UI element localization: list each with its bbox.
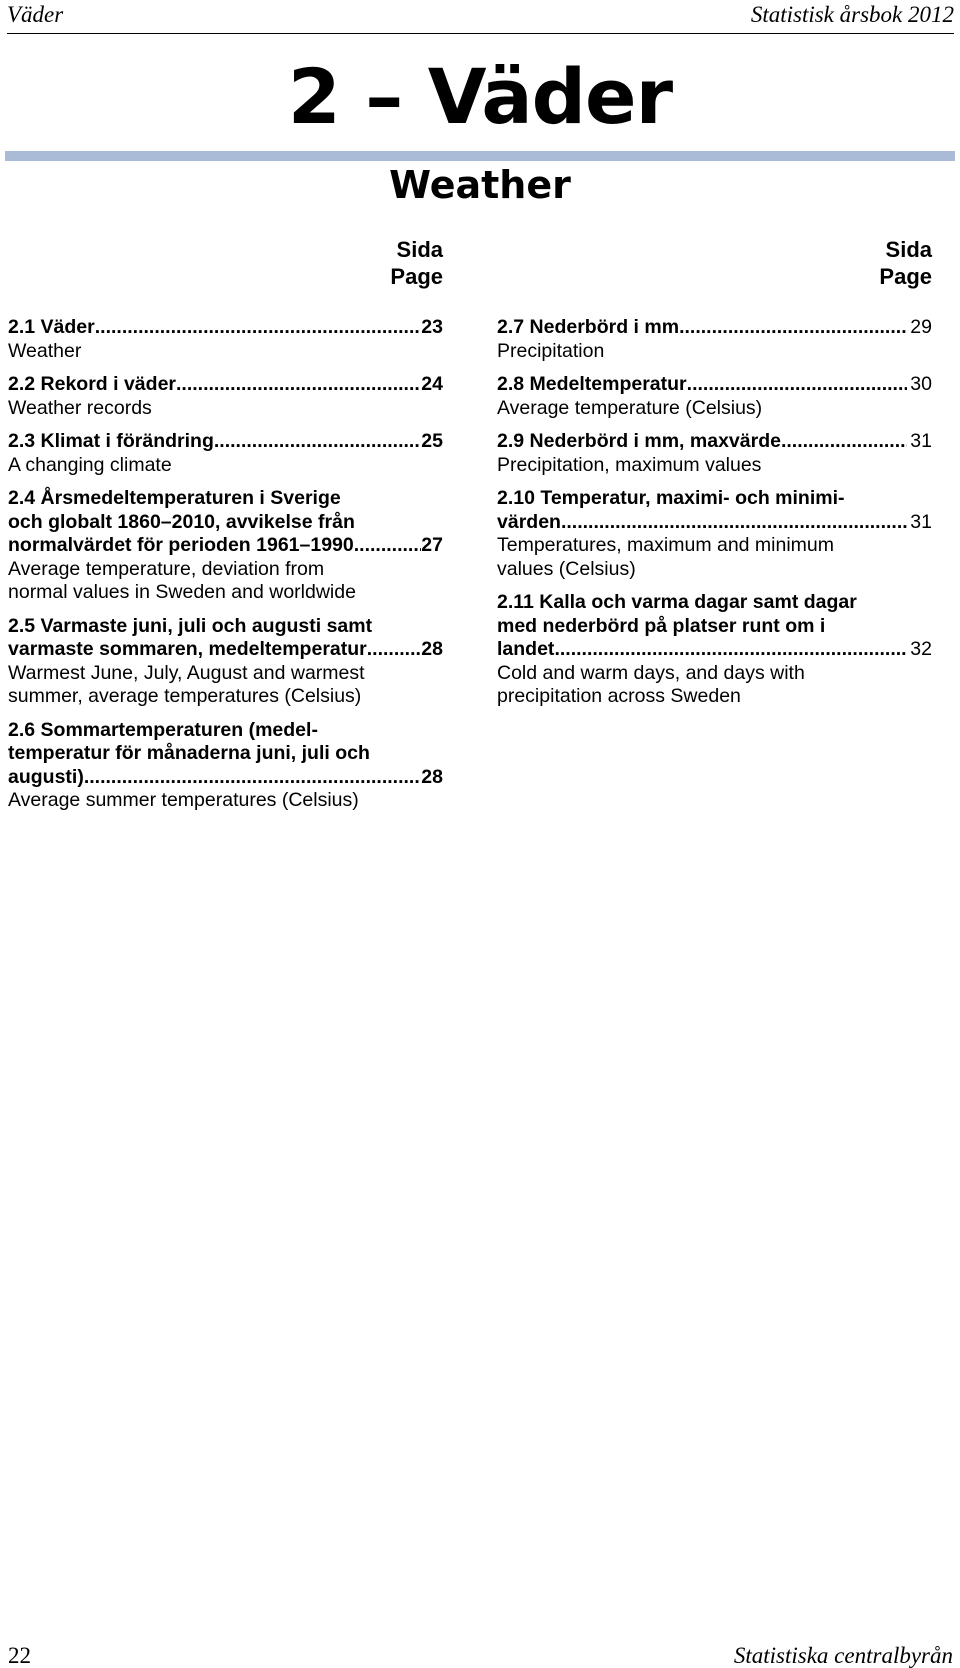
- dot-leader: [679, 316, 907, 340]
- toc-left-column: [8, 316, 443, 823]
- running-header: [7, 0, 954, 34]
- dot-leader: [84, 766, 421, 790]
- toc-entry-leader-line: [8, 534, 443, 558]
- toc-entry[interactable]: [497, 430, 932, 477]
- toc-entry-title: 2.8 Medeltemperatur: [497, 373, 687, 395]
- toc-entry-english-title: Weather records: [8, 396, 152, 419]
- toc-entry-english-title: Precipitation, maximum values: [497, 453, 762, 476]
- toc-entry-leader-line: [497, 511, 932, 535]
- toc-entry-english-title: summer, average temperatures (Celsius): [8, 685, 362, 707]
- toc-entry-title-line: 2.4 Årsmedeltemperaturen i Sverige: [8, 487, 341, 509]
- toc-entry-title: värden: [497, 510, 561, 533]
- dot-leader: [214, 430, 421, 454]
- page-label-sv: Sida: [396, 237, 443, 262]
- toc-entry-english-title: A changing climate: [8, 453, 172, 476]
- page-label-en: Page: [879, 264, 932, 289]
- toc-entry-page-number: 25: [421, 430, 443, 452]
- toc-entry[interactable]: [497, 487, 932, 581]
- toc-entry-english-title: Average temperature, deviation from: [8, 557, 325, 580]
- toc-entry-leader-line: [497, 430, 932, 454]
- header-publication-title: Statistisk årsbok 2012: [750, 2, 954, 27]
- toc-entry-english-title: normal values in Sweden and worldwide: [8, 581, 356, 603]
- toc-entry-page-number: 27: [421, 534, 443, 556]
- toc-entry-title-line: 2.6 Sommartemperaturen (medel-: [8, 718, 318, 741]
- toc-entry-title: normalvärdet för perioden 1961–1990: [8, 534, 354, 556]
- dot-leader: [354, 534, 422, 558]
- toc-entry[interactable]: [8, 316, 443, 363]
- footer-page-number: 22: [8, 1643, 31, 1668]
- toc-entry-english-title: Cold and warm days, and days with: [497, 661, 805, 684]
- toc-entry-title: 2.2 Rekord i väder: [8, 373, 176, 395]
- toc-entry[interactable]: [8, 719, 443, 813]
- toc-entry[interactable]: [497, 373, 932, 420]
- toc-entry-leader-line: [8, 373, 443, 397]
- toc-entry-leader-line: [8, 766, 443, 790]
- toc-entry-leader-line: [8, 638, 443, 662]
- toc-entry[interactable]: [8, 373, 443, 420]
- toc-entry-english-title: Warmest June, July, August and warmest: [8, 661, 365, 684]
- toc-entry-page-number: 28: [421, 638, 443, 660]
- toc-entry-title-line: och globalt 1860–2010, avvikelse från: [8, 510, 355, 533]
- toc-entry-english-title: Weather: [8, 339, 82, 362]
- toc-entry-title: augusti): [8, 765, 84, 788]
- toc-entry-english-title: Precipitation: [497, 339, 605, 362]
- toc-entry-page-number: 24: [421, 373, 443, 395]
- toc-entry-leader-line: [497, 316, 932, 340]
- dot-leader: [561, 511, 907, 535]
- toc-entry-title: 2.3 Klimat i förändring: [8, 430, 214, 452]
- page-label-sv: Sida: [885, 237, 932, 262]
- toc-entry-leader-line: [497, 638, 932, 662]
- toc-entry-english-title: values (Celsius): [497, 557, 636, 580]
- title-divider: [5, 151, 955, 161]
- toc-entry-page-number: 31: [910, 510, 932, 533]
- toc-entry-title: varmaste sommaren, medeltemperatur: [8, 638, 367, 660]
- toc-entry-page-number: 30: [910, 373, 932, 395]
- dot-leader: [367, 638, 422, 662]
- dot-leader: [554, 638, 907, 662]
- page-column-header-right: [497, 236, 932, 290]
- toc-entry-title: 2.9 Nederbörd i mm, maxvärde: [497, 430, 781, 452]
- toc-entry[interactable]: [497, 316, 932, 363]
- toc-entry-page-number: 28: [421, 765, 443, 788]
- toc-entry-title: landet: [497, 638, 555, 660]
- page-column-header-left: [8, 236, 443, 290]
- page-label-en: Page: [390, 264, 443, 289]
- toc-entry-title-line: 2.11 Kalla och varma dagar samt dagar: [497, 591, 857, 613]
- dot-leader: [781, 430, 907, 454]
- toc-entry[interactable]: [8, 615, 443, 709]
- toc-right-column: [497, 316, 932, 719]
- toc-entry-title-line: med nederbörd på platser runt om i: [497, 614, 826, 637]
- toc-entry[interactable]: [8, 487, 443, 605]
- toc-entry-title-line: 2.5 Varmaste juni, juli och augusti samt: [8, 614, 373, 637]
- toc-entry-page-number: 31: [910, 430, 932, 452]
- chapter-title: 2 – Väder: [287, 52, 673, 141]
- toc-entry-leader-line: [8, 316, 443, 340]
- toc-entry-title-line: temperatur för månaderna juni, juli och: [8, 742, 370, 764]
- toc-entry-leader-line: [497, 373, 932, 397]
- toc-entry-english-title: Temperatures, maximum and minimum: [497, 534, 835, 556]
- toc-entry-title-line: 2.10 Temperatur, maximi- och minimi-: [497, 487, 845, 509]
- dot-leader: [176, 373, 421, 397]
- toc-entry-page-number: 32: [910, 638, 932, 660]
- dot-leader: [687, 373, 908, 397]
- toc-entry-title: 2.1 Väder: [8, 316, 95, 338]
- toc-entry-page-number: 29: [910, 316, 932, 338]
- toc-entry[interactable]: [8, 430, 443, 477]
- header-section-name: Väder: [7, 2, 64, 27]
- toc-entry-english-title: Average temperature (Celsius): [497, 396, 763, 419]
- dot-leader: [95, 316, 422, 340]
- footer-publisher: Statistiska centralbyrån: [733, 1643, 953, 1668]
- toc-entry-english-title: Average summer temperatures (Celsius): [8, 789, 359, 811]
- toc-entry-page-number: 23: [421, 316, 443, 338]
- toc-entry[interactable]: [497, 591, 932, 709]
- toc-entry-leader-line: [8, 430, 443, 454]
- chapter-subtitle: Weather: [389, 163, 571, 207]
- toc-entry-english-title: precipitation across Sweden: [497, 685, 741, 707]
- toc-entry-title: 2.7 Nederbörd i mm: [497, 316, 680, 338]
